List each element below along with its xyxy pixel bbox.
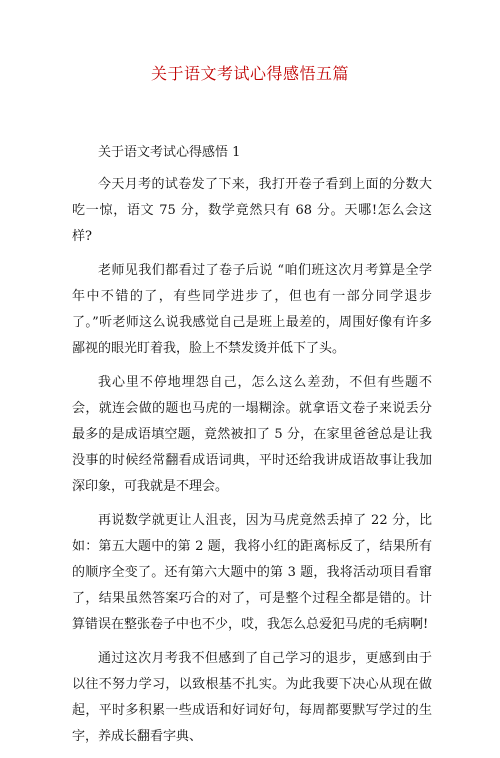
section-heading: 关于语文考试心得感悟 1 [98,145,241,160]
paragraph: 老师见我们都看过了卷子后说 “咱们班这次月考算是全学年中不错的了，有些同学进步了，但也有一部分同学退步了。”听老师这么说我感觉自己是班上最差的，周围好像有许多鄙视的眼光盯着我，脸上不禁发烫并低下了头。 [72,263,432,356]
paragraph: 再说数学就更让人沮丧，因为马虎竟然丢掉了 22 分，比如：第五大题中的第 2 题，我将小红的距离标反了，结果所有的顺序全变了。还有第六大题中的第 3 题，我将活动项目看窜了，结果虽然答案巧合的对了，可是整个过程全都是错的。计算错误在整张卷子中也不少，哎，我怎么总爱犯马虎的毛病啊! [72,513,432,632]
paragraph: 今天月考的试卷发了下来，我打开卷子看到上面的分数大吃一惊，语文 75 分，数学竟然只有 68 分。天哪!怎么会这样? [72,177,432,244]
document-title: 关于语文考试心得感悟五篇 [150,64,349,83]
paragraph: 通过这次月考我不但感到了自己学习的退步，更感到由于以往不努力学习，以致根基不扎实。为此我要下决心从现在做起，平时多积累一些成语和好词好句，每周都要默写学过的生字，养成长翻看字典、 [72,651,432,744]
document-body [72,140,432,758]
paragraph: 我心里不停地埋怨自己，怎么这么差劲，不但有些题不会，就连会做的题也马虎的一塌糊涂。就拿语文卷子来说丢分最多的是成语填空题，竟然被扣了 5 分，在家里爸爸总是让我没事的时候经常翻看成语词典，平时还给我讲成语故事让我加深印象，可我就是不理会。 [72,375,432,494]
